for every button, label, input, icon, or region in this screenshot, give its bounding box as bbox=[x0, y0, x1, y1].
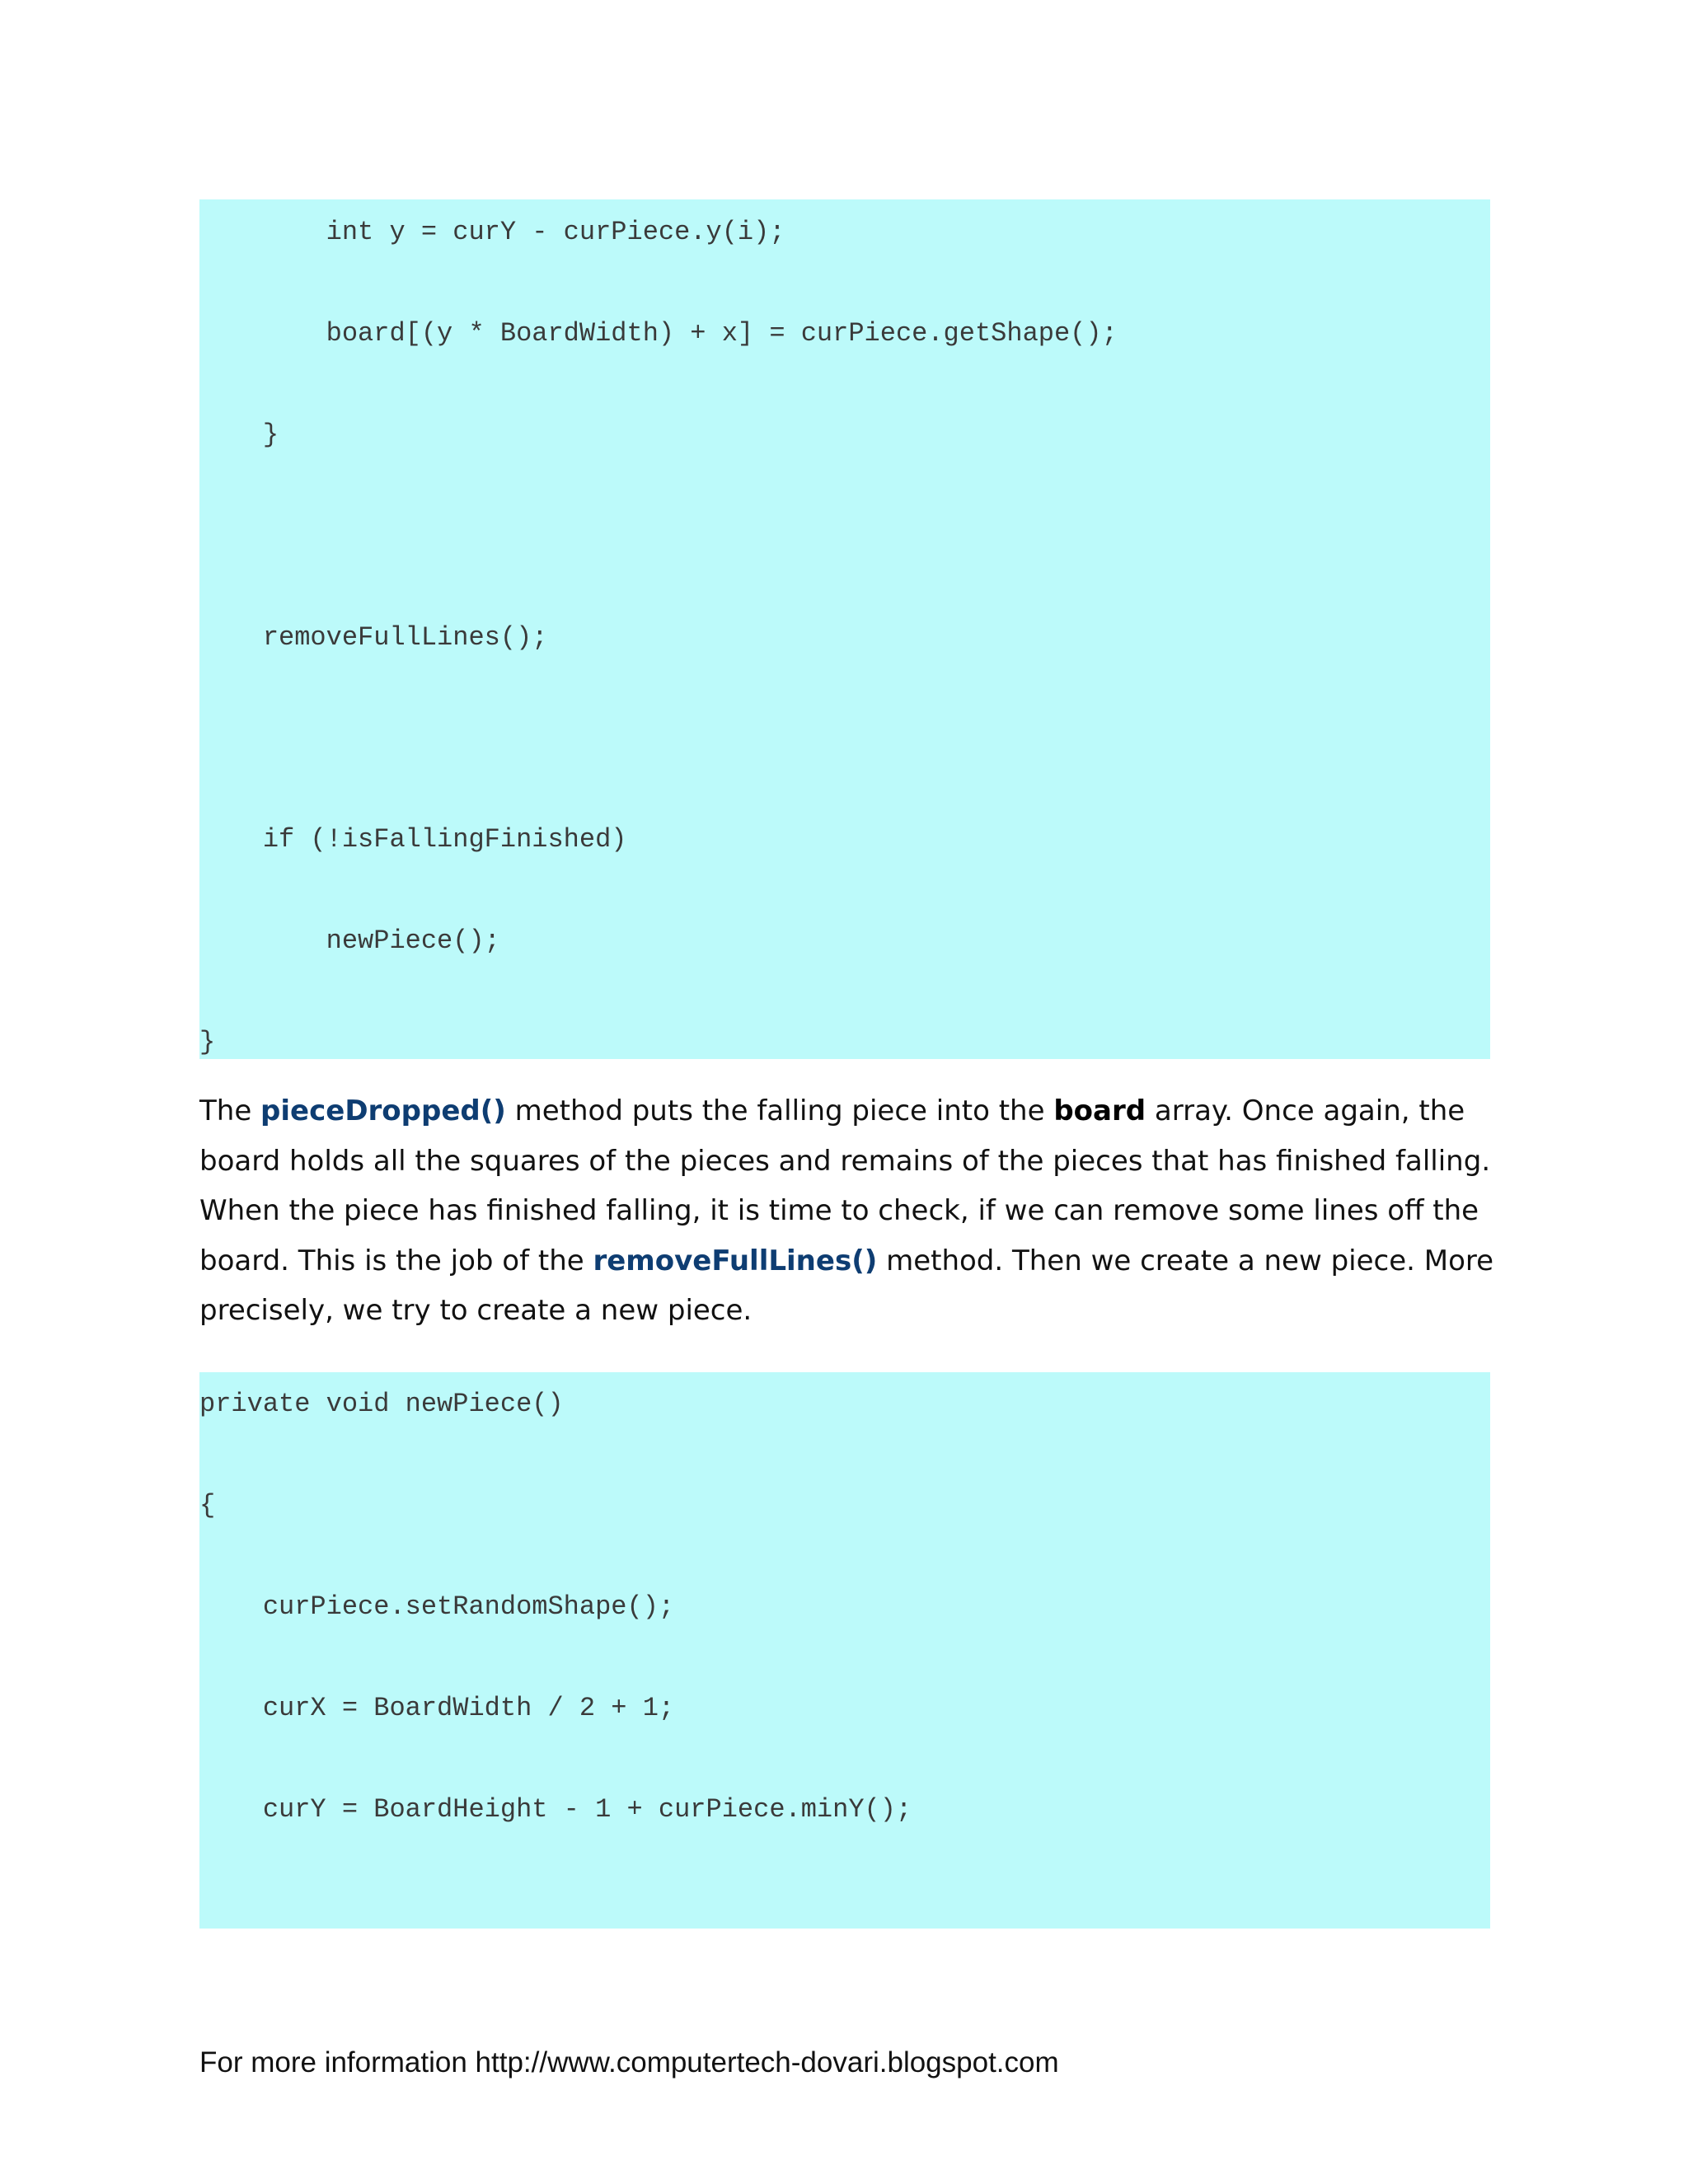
paragraph-text: method puts the falling piece into the bbox=[505, 1094, 1054, 1127]
keyword-board: board bbox=[1053, 1094, 1146, 1127]
code-line: curPiece.setRandomShape(); bbox=[199, 1591, 675, 1622]
paragraph-text: array. Once again, the board holds all the squares of the pieces and remains of the pieces that has finished falling. When the piece has finished falling, it is time to check, if we can remove some lines off the board. This is the job of the bbox=[199, 1094, 1491, 1277]
code-block-new-piece bbox=[199, 1372, 1490, 1929]
code-line: { bbox=[199, 1490, 216, 1521]
code-line: int y = curY - curPiece.y(i); bbox=[199, 217, 785, 247]
code-line: removeFullLines(); bbox=[199, 622, 548, 653]
code-line: } bbox=[199, 419, 279, 450]
code-line: private void newPiece() bbox=[199, 1389, 564, 1419]
code-line: curY = BoardHeight - 1 + curPiece.minY(); bbox=[199, 1794, 912, 1825]
footer-info: For more information http://www.computertech-dovari.blogspot.com bbox=[199, 2046, 1059, 2079]
paragraph-text: method. Then we create a new piece. More precisely, we try to create a new piece. bbox=[199, 1244, 1494, 1327]
method-name-remove-full-lines: removeFullLines() bbox=[593, 1244, 878, 1277]
explanation-paragraph bbox=[199, 1086, 1502, 1336]
code-line: newPiece(); bbox=[199, 926, 500, 956]
code-line: } bbox=[199, 1027, 216, 1057]
method-name-piece-dropped: pieceDropped() bbox=[260, 1094, 506, 1127]
code-line: if (!isFallingFinished) bbox=[199, 824, 627, 855]
code-line: curX = BoardWidth / 2 + 1; bbox=[199, 1693, 675, 1723]
paragraph-text: The bbox=[199, 1094, 261, 1127]
code-block-piece-dropped bbox=[199, 199, 1490, 1059]
code-line: board[(y * BoardWidth) + x] = curPiece.getShape(); bbox=[199, 318, 1118, 349]
